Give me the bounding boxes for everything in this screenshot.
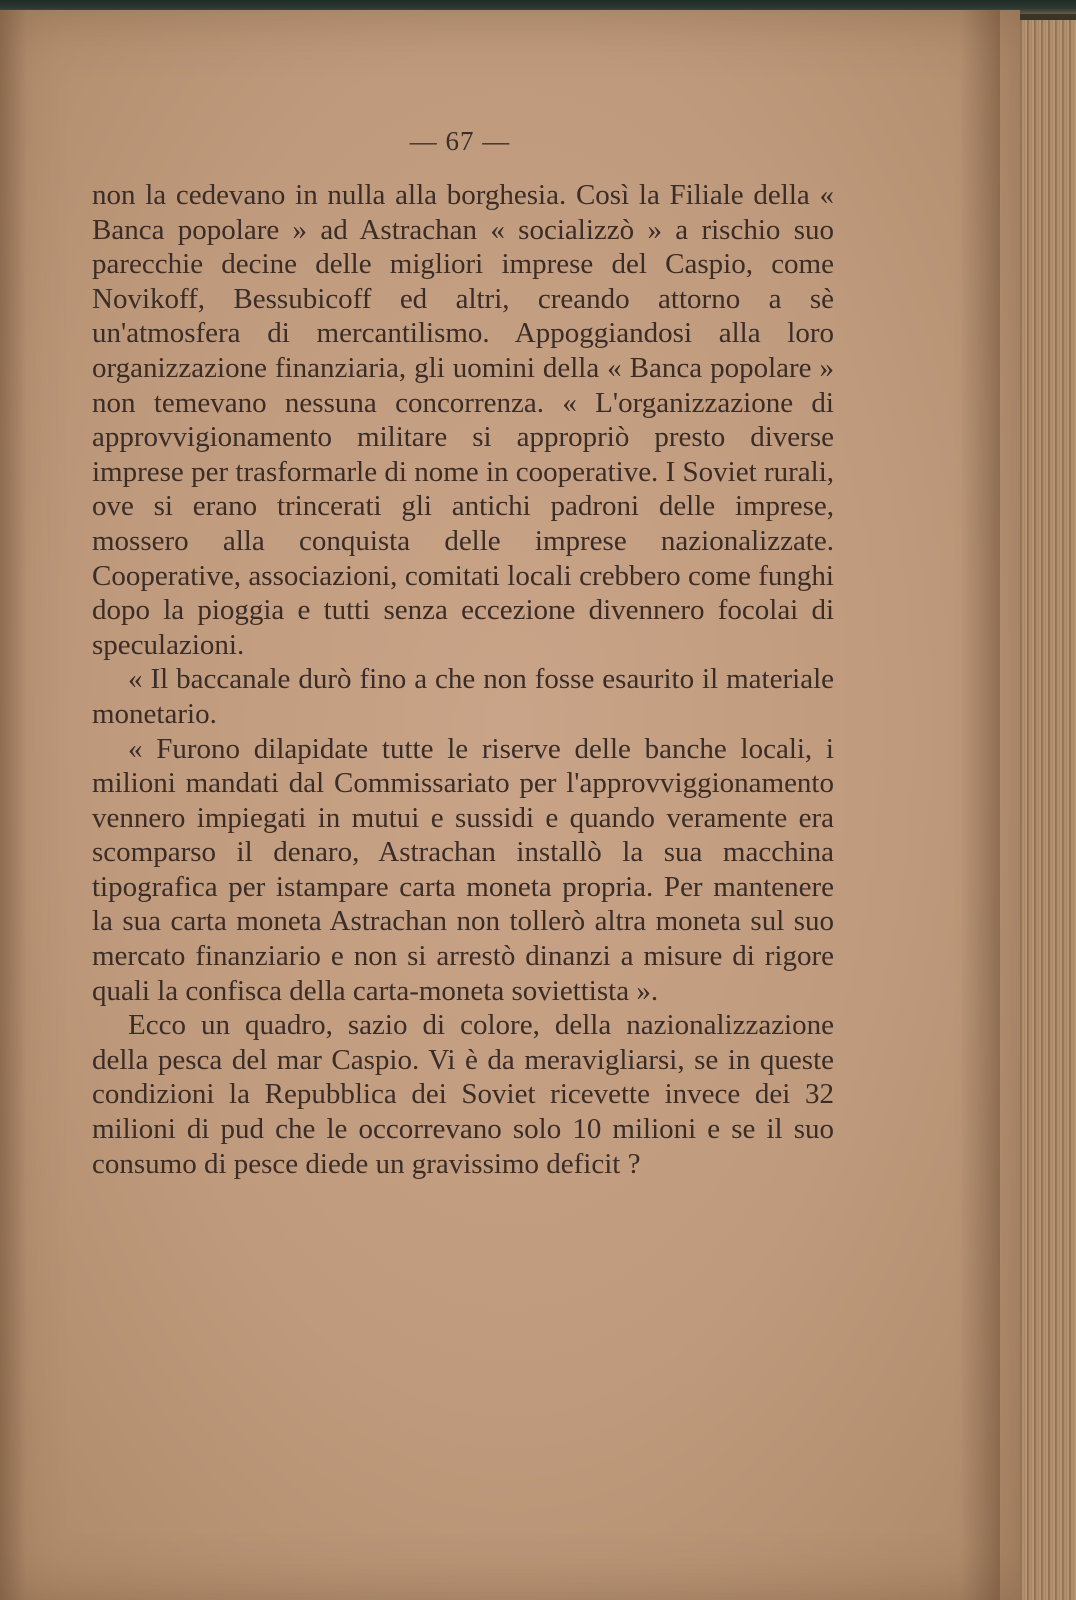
page-number: — 67 — [409,126,511,156]
paragraph-2: « Il baccanale durò fino a che non fosse esaurito il materiale monetario. [92,663,834,730]
book-page [0,10,1020,1600]
page-gutter-shadow [960,10,1000,1600]
page-body-text [92,178,834,1181]
paragraph-4: Ecco un quadro, sazio di colore, della nazionalizzazione della pesca del mar Caspio. Vi è da meravigliarsi, se in queste condizioni la Repubblica dei Soviet ricevette invece dei 32 milioni di pud che le occorrevano solo 10 milioni e se il suo consumo di pesce diede un gravissimo deficit ? [92,1009,834,1180]
paragraph-3: « Furono dilapidate tutte le riserve delle banche locali, i milioni mandati dal Commissariato per l'approvviggionamento vennero impiegati in mutui e sussidi e quando veramente era scomparso il denaro, Astrachan installò la sua macchina tipografica per istampare carta moneta propria. Per mantenere la sua carta moneta Astrachan non tollerò altra moneta sul suo mercato finanziario e non si arrestò dinanzi a misure di rigore quali la confisca della carta-moneta soviettista ». [92,732,834,1007]
paragraph-1: non la cedevano in nulla alla borghesia. Così la Filiale della « Banca popolare » ad Astrachan « socializzò » a rischio suo parecchie decine delle migliori imprese del Caspio, come Novikoff, Bessubicoff ed altri, creando attorno a sè un'atmosfera di mercantilismo. Appoggiandosi alla loro organizzazione finanziaria, gli uomini della « Banca popolare » non temevano nessuna concorrenza. « L'organizzazione di approvvigionamento militare si appropriò presto diverse imprese per trasformarle di nome in cooperative. I Soviet rurali, ove si erano trincerati gli antichi padroni delle imprese, mossero alla conquista delle imprese nazionalizzate. Cooperative, associazioni, comitati locali crebbero come funghi dopo la pioggia e tutti senza eccezione divennero focolai di speculazioni. [92,179,834,661]
